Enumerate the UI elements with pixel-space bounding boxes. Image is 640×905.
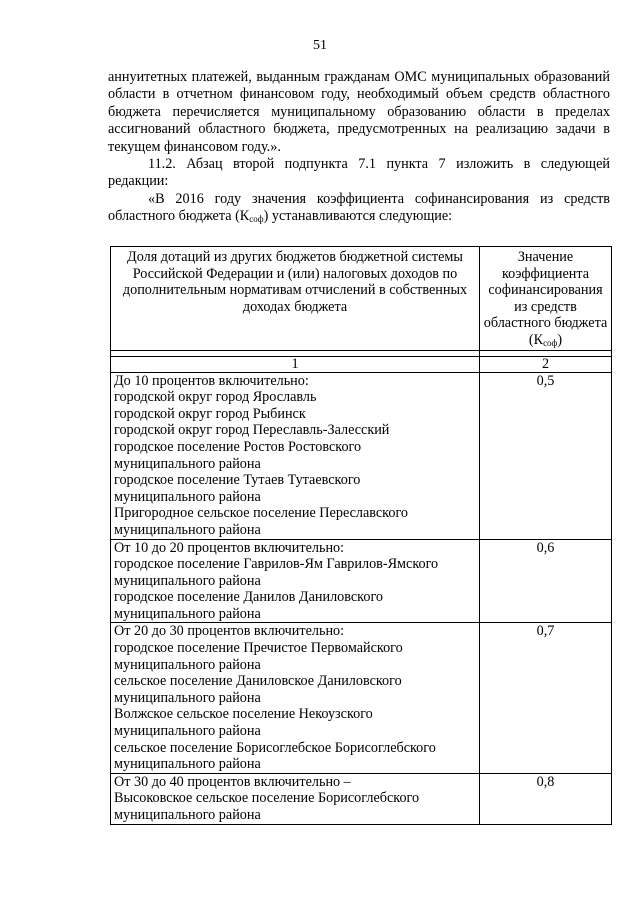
row-line: муниципального района <box>114 807 261 823</box>
table-header-row <box>111 247 612 351</box>
paragraph-1: аннуитетных платежей, выданным гражданам ОМС муниципальных образований области в отчетном финансовом году, необходимый объем средств областного бюджета перечисляется муниципальному образованию области в пределах ассигнований областного бюджета, предусмотренных на реализацию задачи в текущем финансовом году.». <box>108 69 610 155</box>
body-text <box>108 69 610 226</box>
row-line: муниципального района <box>114 572 261 589</box>
table-body <box>111 372 612 824</box>
paragraph-2: 11.2. Абзац второй подпункта 7.1 пункта 7 изложить в следующей редакции: <box>108 156 610 190</box>
row-line: городское поселение Данилов Даниловского <box>114 589 383 606</box>
row-line: муниципального района <box>114 488 261 505</box>
header-coefficient-value: Значение коэффициента софинансирования из средств областного бюджета $(К_{соф})$ <box>480 247 612 351</box>
row-line: муниципального района <box>114 656 261 673</box>
row-coefficient-value: 0,8 <box>480 773 612 824</box>
row-line: городское поселение Пречистое Первомайского <box>114 640 403 657</box>
row-line: сельское поселение Даниловское Даниловского <box>114 673 402 690</box>
row-line: муниципального района <box>114 605 261 622</box>
row-coefficient-value: 0,6 <box>480 539 612 623</box>
row-recipients <box>111 372 480 539</box>
row-line: Пригородное сельское поселение Переславского <box>114 505 409 522</box>
row-line: От 10 до 20 процентов включительно: <box>114 539 345 556</box>
row-line: муниципального района <box>114 455 261 472</box>
row-line: До 10 процентов включительно: <box>114 372 309 389</box>
table-row <box>111 372 612 539</box>
row-recipients <box>111 773 480 824</box>
row-line: городской округ город Переславль-Залесский <box>114 422 390 439</box>
row-line: городское поселение Ростов Ростовского <box>114 438 362 455</box>
row-recipients <box>111 623 480 773</box>
row-line: сельское поселение Борисоглебское Борисоглебского <box>114 739 436 756</box>
column-number-2: 2 <box>480 356 612 372</box>
row-line: муниципального района <box>114 723 261 740</box>
row-line: От 30 до 40 процентов включительно – <box>114 773 351 790</box>
row-line: муниципального района <box>114 756 261 773</box>
row-line: Волжское сельское поселение Некоузского <box>114 706 373 723</box>
column-number-1: 1 <box>111 356 480 372</box>
table-row <box>111 773 612 824</box>
column-number-row <box>111 356 612 372</box>
header-share-of-subsidies: Доля дотаций из других бюджетов бюджетной системы Российской Федерации и (или) налоговых доходов по дополнительным нормативам отчислений в собственных доходах бюджета <box>111 247 480 351</box>
row-line: муниципального района <box>114 521 261 538</box>
row-line: городской округ город Ярославль <box>114 389 317 406</box>
paragraph-3: «В 2016 году значения коэффициента софинансирования из средств областного бюджета $(К_{соф})$ устанавливаются следующие: <box>108 190 610 225</box>
row-line: городское поселение Гаврилов-Ям Гаврилов-Ямского <box>114 556 439 573</box>
page-number: 51 <box>313 38 327 53</box>
row-line: городской округ город Рыбинск <box>114 405 306 422</box>
table-row <box>111 623 612 773</box>
row-line: муниципального района <box>114 689 261 706</box>
table-row <box>111 539 612 623</box>
row-line: Высоковское сельское поселение Борисоглебского <box>114 790 420 807</box>
row-line: городское поселение Тутаев Тутаевского <box>114 472 361 489</box>
row-coefficient-value: 0,5 <box>480 372 612 539</box>
coefficient-table <box>110 246 612 825</box>
row-line: От 20 до 30 процентов включительно: <box>114 623 345 640</box>
row-recipients <box>111 539 480 623</box>
row-coefficient-value: 0,7 <box>480 623 612 773</box>
